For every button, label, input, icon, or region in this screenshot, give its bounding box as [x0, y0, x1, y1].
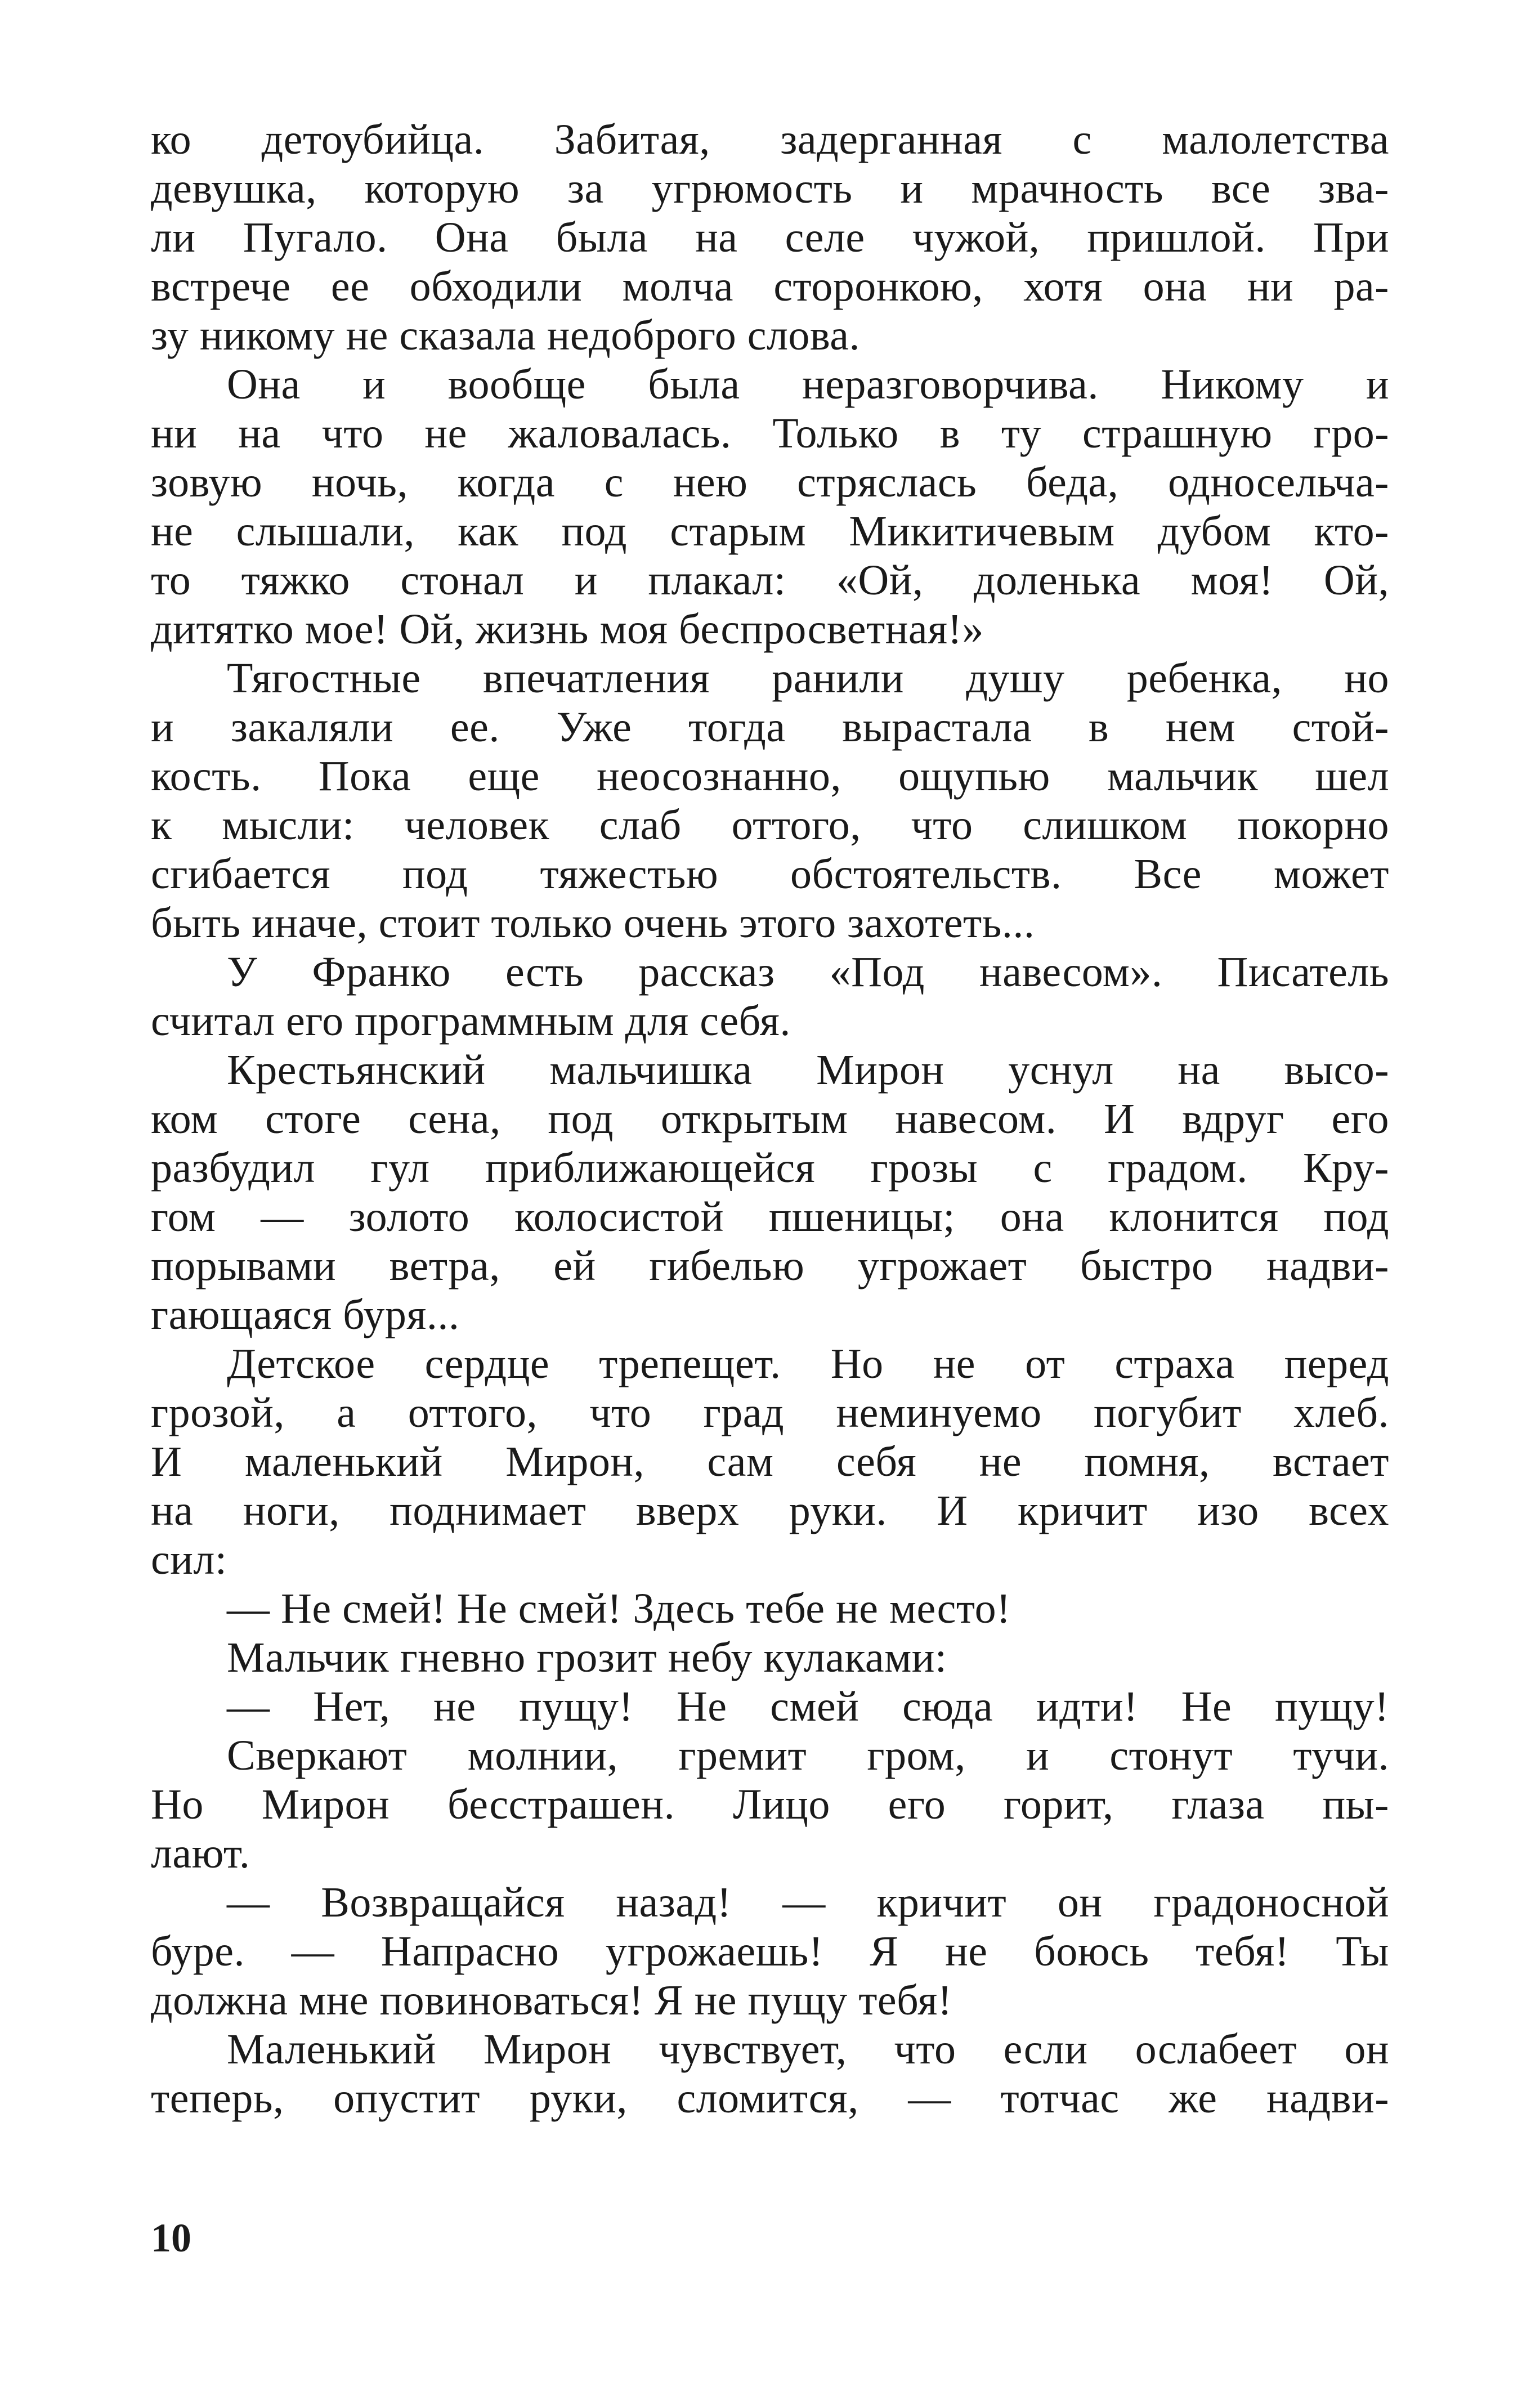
text-line: сил:: [151, 1536, 227, 1583]
text-line: лают.: [151, 1830, 250, 1877]
text-line: Сверкают молнии, гремит гром, и стонут тучи.: [227, 1732, 1389, 1779]
text-line: грозой, а оттого, что град неминуемо погубит хлеб.: [151, 1389, 1389, 1436]
text-line: Крестьянский мальчишка Мирон уснул на высо-: [227, 1046, 1389, 1094]
text-line: зовую ночь, когда с нею стряслась беда, односельча-: [151, 459, 1389, 506]
text-line: кость. Пока еще неосознанно, ощупью мальчик шел: [151, 753, 1389, 800]
text-line: Она и вообще была неразговорчива. Никому и: [227, 361, 1389, 408]
text-line: буре. — Напрасно угрожаешь! Я не боюсь тебя! Ты: [151, 1928, 1389, 1975]
text-line: теперь, опустит руки, сломится, — тотчас же надви-: [151, 2075, 1389, 2122]
page-number: 10: [151, 2215, 191, 2260]
text-line: гом — золото колосистой пшеницы; она клонится под: [151, 1193, 1389, 1241]
text-line: — Не смей! Не смей! Здесь тебе не место!: [227, 1585, 1011, 1632]
text-line: зу никому не сказала недоброго слова.: [151, 312, 860, 359]
text-line: ко детоубийца. Забитая, задерганная с малолетства: [151, 116, 1389, 163]
text-line: должна мне повиноваться! Я не пущу тебя!: [151, 1977, 952, 2024]
text-line: ли Пугало. Она была на селе чужой, пришлой. При: [151, 214, 1389, 261]
text-line: Детское сердце трепещет. Но не от страха перед: [227, 1340, 1389, 1387]
text-line: сгибается под тяжестью обстоятельств. Все может: [151, 850, 1389, 898]
text-line: разбудил гул приближающейся грозы с градом. Кру-: [151, 1144, 1389, 1192]
text-line: Мальчик гневно грозит небу кулаками:: [227, 1634, 947, 1681]
text-line: ком стоге сена, под открытым навесом. И вдруг его: [151, 1095, 1389, 1143]
text-line: то тяжко стонал и плакал: «Ой, доленька моя! Ой,: [151, 557, 1389, 604]
text-line: ни на что не жаловалась. Только в ту страшную гро-: [151, 410, 1389, 457]
text-line: быть иначе, стоит только очень этого захотеть...: [151, 899, 1035, 947]
text-line: девушка, которую за угрюмость и мрачность все зва-: [151, 165, 1389, 212]
text-line: на ноги, поднимает вверх руки. И кричит изо всех: [151, 1487, 1389, 1534]
text-line: Но Мирон бесстрашен. Лицо его горит, глаза пы-: [151, 1781, 1389, 1828]
text-line: — Возвращайся назад! — кричит он градоносной: [227, 1879, 1389, 1926]
body-text: [151, 115, 1389, 2123]
text-line: И маленький Мирон, сам себя не помня, встает: [151, 1438, 1389, 1485]
text-line: считал его программным для себя.: [151, 997, 791, 1045]
text-line: не слышали, как под старым Микитичевым дубом кто-: [151, 508, 1389, 555]
text-line: и закаляли ее. Уже тогда вырастала в нем стой-: [151, 704, 1389, 751]
text-line: порывами ветра, ей гибелью угрожает быстро надви-: [151, 1242, 1389, 1289]
text-line: к мысли: человек слаб оттого, что слишком покорно: [151, 802, 1389, 849]
text-line: У Франко есть рассказ «Под навесом». Писатель: [227, 948, 1389, 996]
text-line: дитятко мое! Ой, жизнь моя беспросветная!»: [151, 606, 984, 653]
text-line: Тягостные впечатления ранили душу ребенка, но: [227, 655, 1389, 702]
text-line: Маленький Мирон чувствует, что если ослабеет он: [227, 2026, 1389, 2073]
text-line: гающаяся буря...: [151, 1291, 460, 1338]
text-line: — Нет, не пущу! Не смей сюда идти! Не пущу!: [227, 1683, 1389, 1730]
text-line: встрече ее обходили молча сторонкою, хотя она ни ра-: [151, 263, 1389, 310]
